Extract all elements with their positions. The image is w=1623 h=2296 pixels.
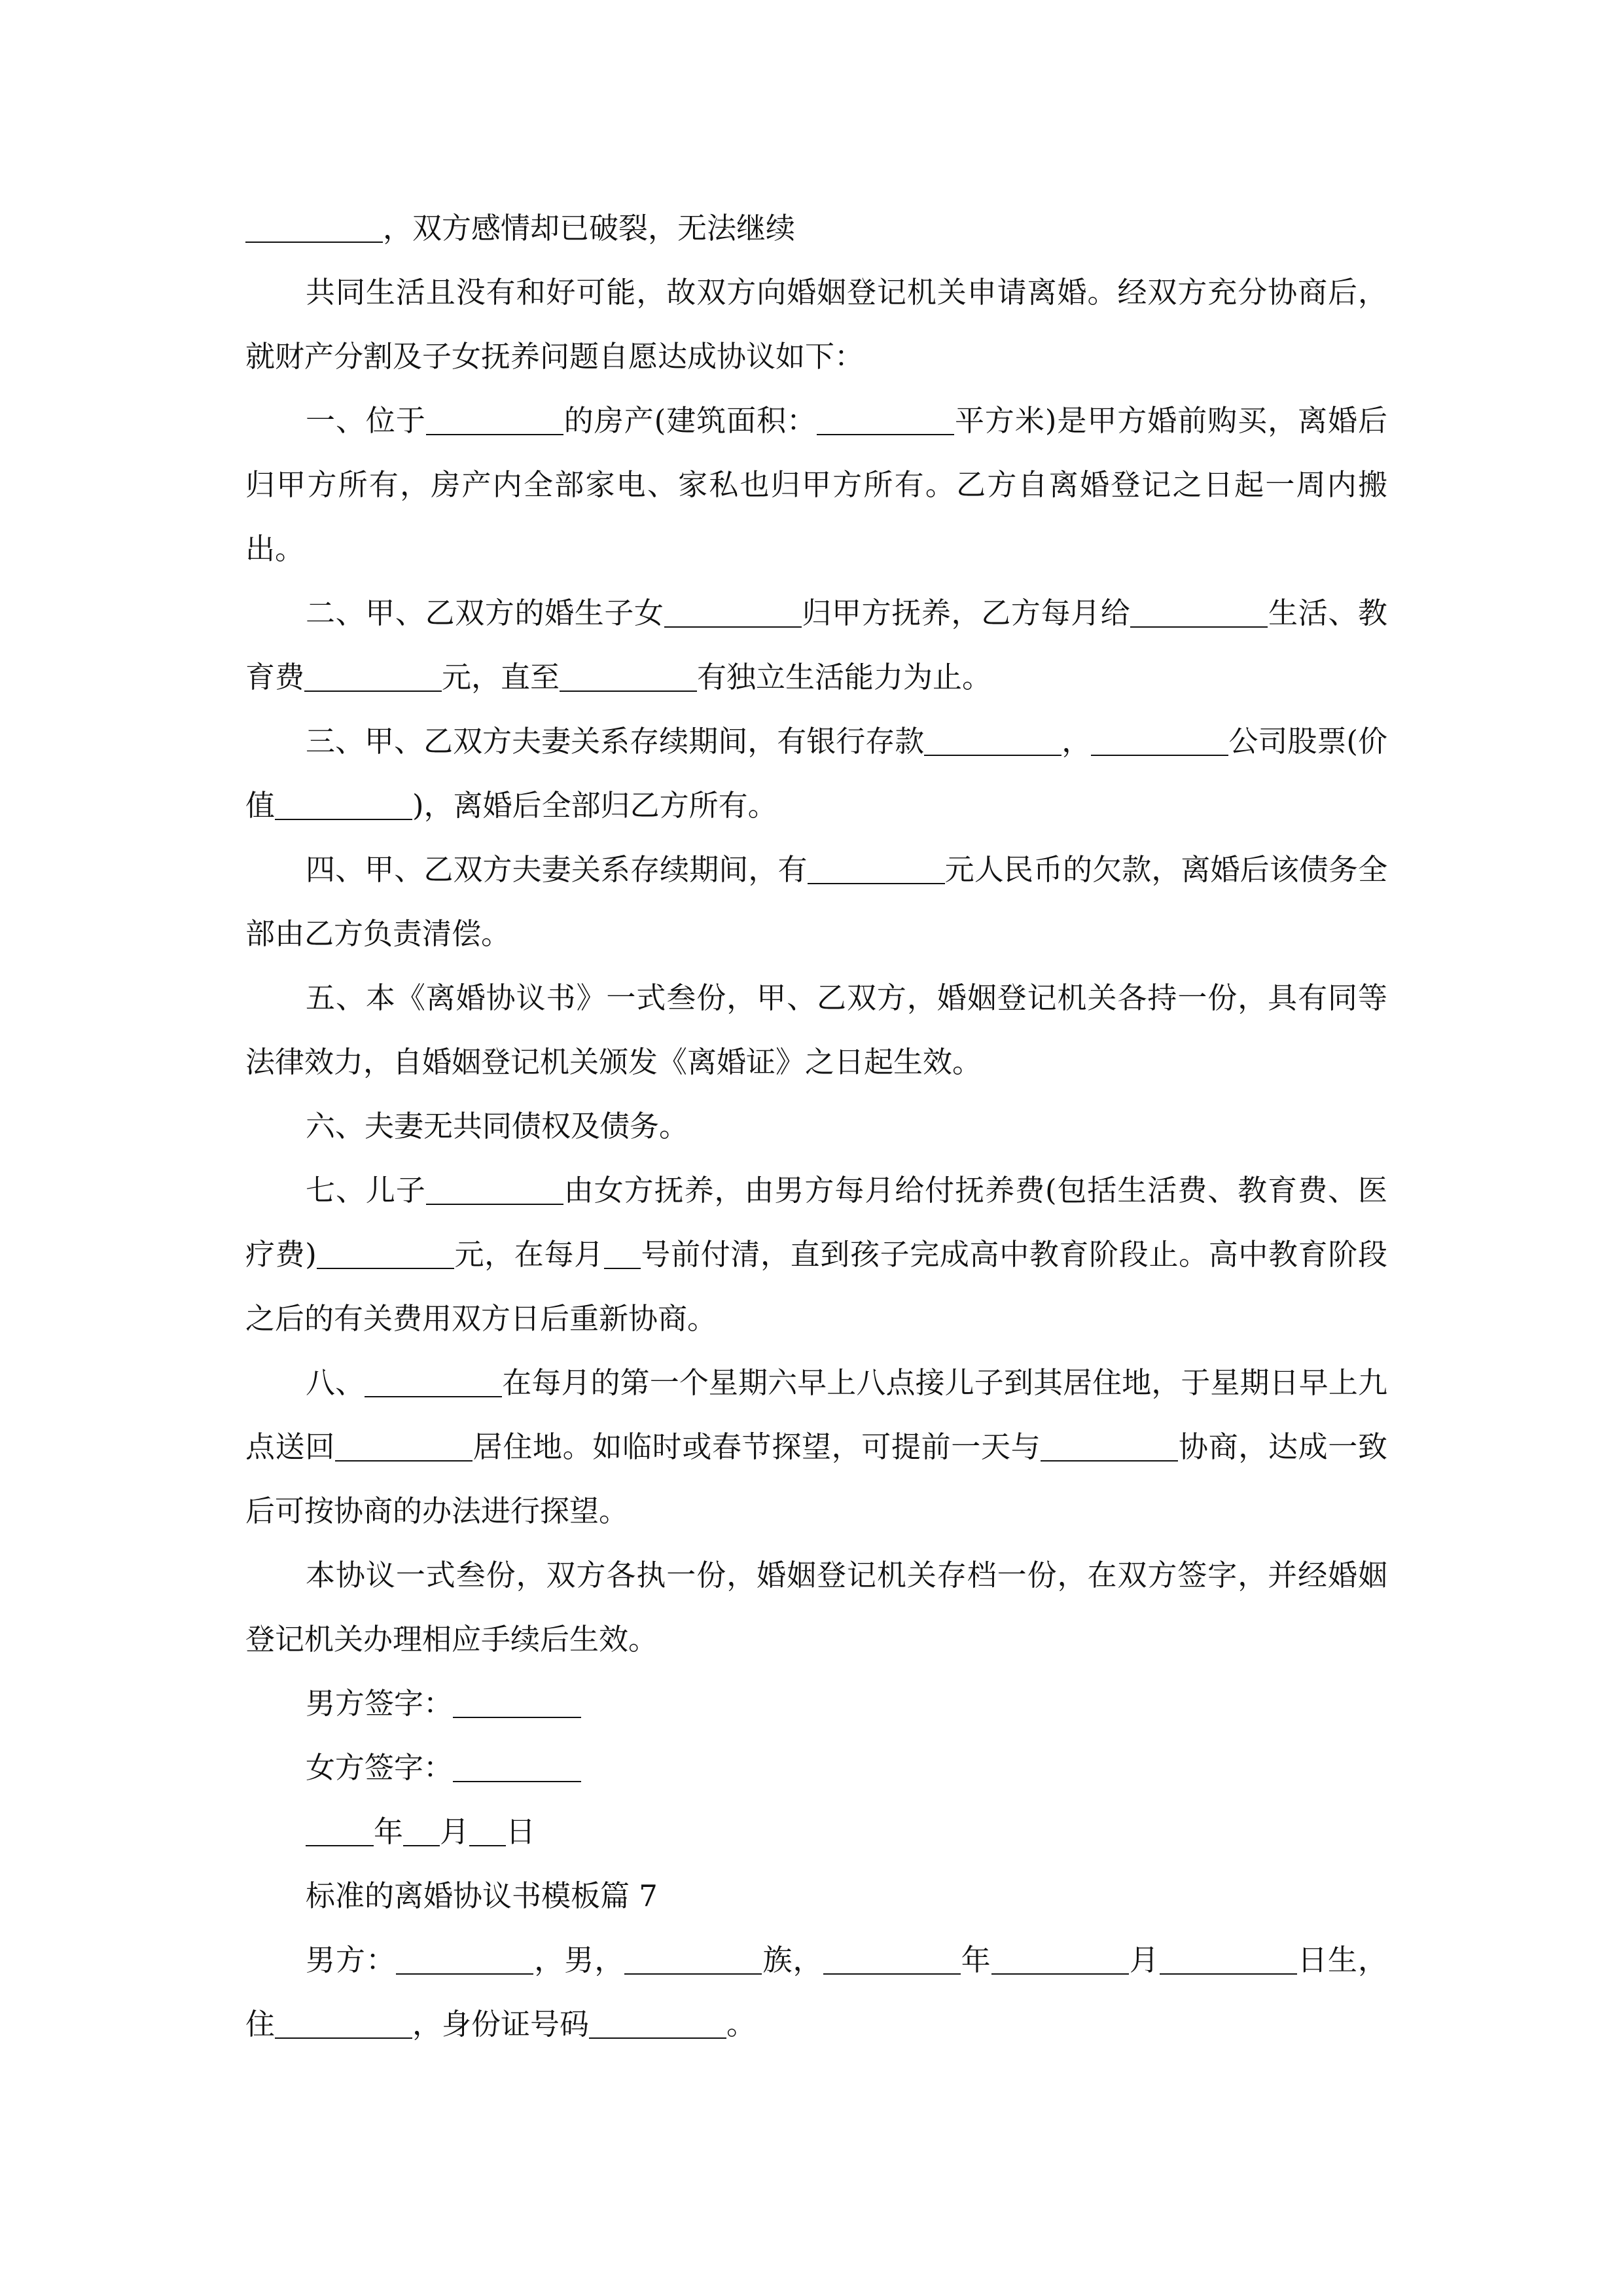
blank-field: [245, 212, 383, 243]
blank-field: [1160, 1944, 1297, 1975]
paragraph-reason: 共同生活且没有和好可能，故双方向婚姻登记机关申请离婚。经双方充分协商后，就财产分割及子女抚养问题自愿达成协议如下：: [245, 275, 1387, 374]
clause-3-deposits: 三、甲、乙双方夫妻关系存续期间，有银行存款 ， 公司股票(价值 )，离婚后全部归乙方所有。: [245, 724, 1387, 823]
blank-field: [1130, 597, 1268, 628]
blank-field: [306, 1816, 374, 1846]
date-line: 年 月 日: [245, 1800, 1387, 1864]
blank-field: [426, 1174, 563, 1205]
blank-field: [624, 1944, 762, 1975]
blank-field: [560, 661, 697, 692]
blank-field: [991, 1944, 1129, 1975]
blank-field: [403, 1816, 440, 1846]
clause-6-no-shared-debts: 六、夫妻无共同债权及债务。: [306, 1109, 689, 1143]
blank-field: [317, 1238, 454, 1269]
blank-field: [365, 1367, 502, 1397]
signature-blank: [453, 1751, 581, 1782]
blank-field: [817, 404, 954, 435]
clause-5-copies: 五、本《离婚协议书》一式叁份，甲、乙双方，婚姻登记机关各持一份，具有同等法律效力，自婚姻登记机关颁发《离婚证》之日起生效。: [245, 980, 1387, 1079]
blank-field: [924, 725, 1061, 756]
party-male-info: 男方： ，男， 族， 年 月 日生，住 ，身份证号码 。: [245, 1943, 1387, 2041]
signature-female: 女方签字：: [245, 1736, 1387, 1800]
blank-field: [589, 2008, 726, 2039]
blank-field: [808, 853, 945, 884]
blank-field: [396, 1944, 533, 1975]
clause-8-visitation: 八、 在每月的第一个星期六早上八点接儿子到其居住地，于星期日早上九点送回 居住地。如临时或春节探望，可提前一天与 协商，达成一致后可按协商的办法进行探望。: [245, 1365, 1387, 1528]
blank-field: [1091, 725, 1228, 756]
clause-7-son-support: 七、儿子 由女方抚养，由男方每月给付抚养费(包括生活费、教育费、医疗费) 元，在每月 号前付清，直到孩子完成高中教育阶段止。高中教育阶段之后的有关费用双方日后重新协商。: [245, 1173, 1387, 1336]
blank-field: [275, 789, 412, 820]
clause-4-debts: 四、甲、乙双方夫妻关系存续期间，有 元人民币的欠款，离婚后该债务全部由乙方负责清偿。: [245, 852, 1387, 951]
blank-field: [469, 1816, 506, 1846]
blank-field: [604, 1238, 641, 1269]
blank-field: [823, 1944, 961, 1975]
blank-field: [275, 2008, 412, 2039]
signature-blank: [453, 1687, 581, 1718]
blank-field: [426, 404, 563, 435]
paragraph-intro-end: ，双方感情却已破裂，无法继续: [245, 196, 1387, 260]
signature-male: 男方签字：: [245, 1672, 1387, 1736]
clause-1-property: 一、位于 的房产(建筑面积： 平方米)是甲方婚前购买，离婚后归甲方所有，房产内全部家电、家私也归甲方所有。乙方自离婚登记之日起一周内搬出。: [245, 403, 1387, 566]
document-page: [245, 196, 1387, 2056]
clause-2-child-support: 二、甲、乙双方的婚生子女 归甲方抚养，乙方每月给 生活、教育费 元，直至 有独立生活能力为止。: [245, 596, 1387, 694]
blank-field: [304, 661, 442, 692]
blank-field: [1041, 1431, 1178, 1462]
section-title: 标准的离婚协议书模板篇 7: [306, 1878, 658, 1913]
blank-field: [335, 1431, 473, 1462]
blank-field: [664, 597, 802, 628]
paragraph-validity: 本协议一式叁份，双方各执一份，婚姻登记机关存档一份，在双方签字，并经婚姻登记机关办理相应手续后生效。: [245, 1558, 1387, 1657]
